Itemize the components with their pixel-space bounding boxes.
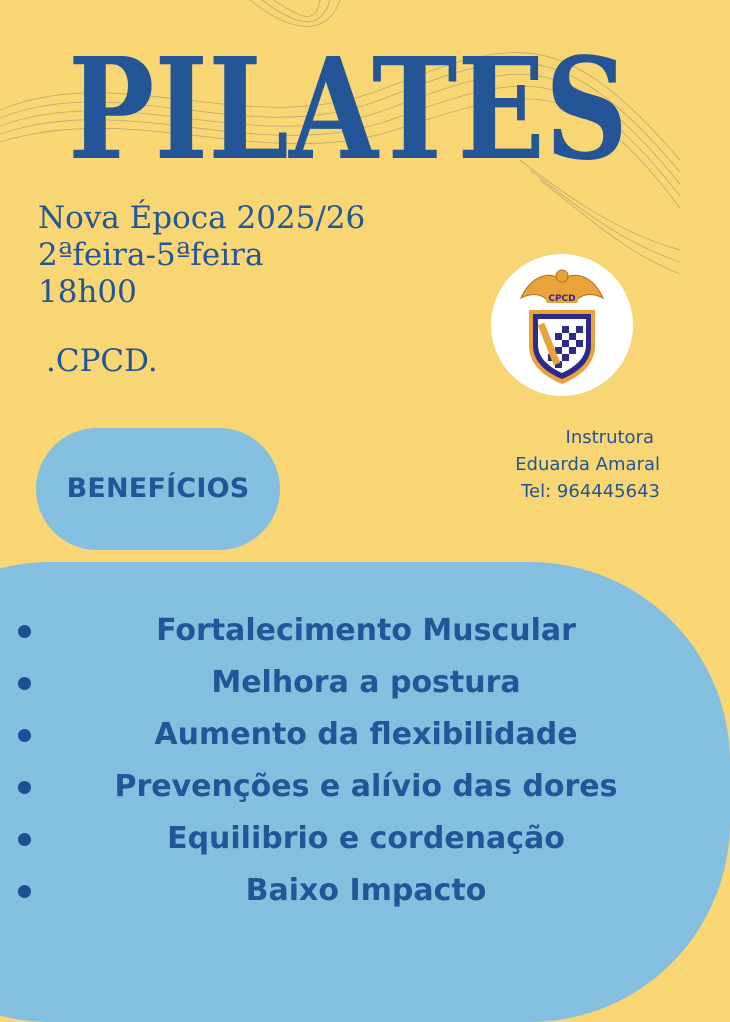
instructor-role: Instrutora — [565, 427, 654, 448]
list-item: Prevenções e alívio das dores — [0, 761, 680, 813]
instructor-phone: Tel: 964445643 — [521, 481, 660, 502]
benefits-heading: BENEFÍCIOS — [66, 473, 250, 504]
list-item: Fortalecimento Muscular — [0, 605, 680, 657]
svg-text:PILATES: PILATES — [68, 28, 628, 192]
bullet-icon — [18, 677, 31, 690]
list-item: Aumento da flexibilidade — [0, 709, 680, 761]
bullet-icon — [18, 833, 31, 846]
days-text: 2ªfeira-5ªfeira — [38, 237, 264, 273]
season-text: Nova Época 2025/26 — [38, 200, 366, 236]
list-item: Baixo Impacto — [0, 865, 680, 917]
instructor-info — [515, 424, 660, 505]
svg-text:CPCD: CPCD — [548, 294, 576, 304]
eagle-crest-icon — [491, 254, 633, 396]
bullet-icon — [18, 781, 31, 794]
bullet-icon — [18, 885, 31, 898]
benefits-heading-pill — [36, 428, 280, 550]
bullet-icon — [18, 729, 31, 742]
club-name: .CPCD. — [46, 343, 158, 379]
instructor-name: Eduarda Amaral — [515, 454, 660, 475]
club-logo — [491, 254, 633, 396]
bullet-icon — [18, 625, 31, 638]
schedule-info — [38, 200, 365, 311]
benefits-list — [0, 605, 680, 917]
list-item: Melhora a postura — [0, 657, 680, 709]
poster-title — [58, 28, 638, 192]
list-item: Equilibrio e cordenação — [0, 813, 680, 865]
time-text: 18h00 — [38, 274, 137, 310]
